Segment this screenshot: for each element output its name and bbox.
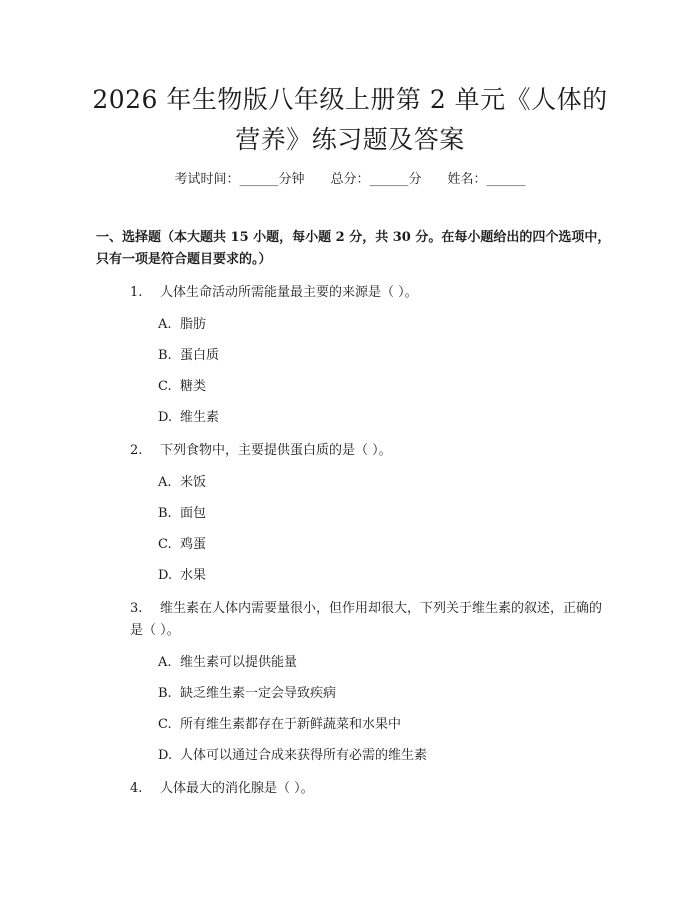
option-letter: B. — [158, 348, 172, 363]
option-letter: D. — [158, 410, 173, 425]
question-2-option-c — [158, 534, 206, 556]
question-text: 人体生命活动所需能量最主要的来源是（ ）。 — [160, 285, 418, 300]
question-number: 1. — [130, 285, 143, 300]
question-1-option-d — [158, 407, 219, 429]
option-letter: D. — [158, 568, 173, 583]
option-text: 人体可以通过合成来获得所有必需的维生素 — [180, 748, 428, 763]
question-2-option-d — [158, 565, 206, 587]
question-text: 人体最大的消化腺是（ ）。 — [160, 781, 314, 796]
option-text: 蛋白质 — [180, 348, 220, 363]
exam-time: 考试时间：______分钟 — [174, 172, 305, 187]
exam-score: 总分：______分 — [330, 172, 422, 187]
question-2 — [130, 440, 610, 462]
option-text: 米饭 — [180, 475, 207, 490]
question-1-option-a — [158, 314, 206, 336]
title-line-1: 2026 年生物版八年级上册第 2 单元《人体的 — [92, 85, 608, 114]
option-letter: A. — [158, 475, 172, 490]
question-3-option-c — [158, 714, 401, 736]
option-text: 水果 — [180, 568, 207, 583]
option-text: 缺乏维生素一定会导致疾病 — [180, 686, 337, 701]
section-heading: 一、选择题（本大题共 15 小题，每小题 2 分，共 30 分。在每小题给出的四个选项中，只有一项是符合题目要求的。） — [96, 230, 611, 267]
question-1-option-c — [158, 376, 206, 398]
option-letter: C. — [158, 537, 172, 552]
student-name: 姓名：______ — [447, 172, 526, 187]
question-3-option-a — [158, 652, 297, 674]
option-text: 糖类 — [180, 379, 207, 394]
question-1 — [130, 282, 610, 304]
question-2-option-a — [158, 472, 206, 494]
option-letter: A. — [158, 317, 172, 332]
option-letter: A. — [158, 655, 172, 670]
question-number: 4. — [130, 781, 143, 796]
question-number: 2. — [130, 443, 143, 458]
option-text: 鸡蛋 — [180, 537, 207, 552]
option-letter: C. — [158, 379, 172, 394]
question-2-option-b — [158, 503, 206, 525]
document-title — [60, 80, 640, 160]
option-letter: D. — [158, 748, 173, 763]
question-number: 3. — [130, 601, 143, 616]
option-text: 脂肪 — [180, 317, 207, 332]
exam-info — [0, 168, 700, 187]
option-text: 维生素 — [180, 410, 220, 425]
question-3 — [130, 598, 610, 642]
option-text: 维生素可以提供能量 — [180, 655, 298, 670]
option-letter: C. — [158, 717, 172, 732]
option-letter: B. — [158, 506, 172, 521]
question-3-option-b — [158, 683, 336, 705]
title-line-2: 营养》练习题及答案 — [235, 125, 465, 154]
option-text: 所有维生素都存在于新鲜蔬菜和水果中 — [180, 717, 402, 732]
option-text: 面包 — [180, 506, 207, 521]
question-text: 维生素在人体内需要量很小，但作用却很大，下列关于维生素的叙述，正确的是（ ）。 — [130, 601, 603, 638]
question-3-option-d — [158, 745, 427, 767]
question-1-option-b — [158, 345, 219, 367]
question-4 — [130, 778, 610, 800]
option-letter: B. — [158, 686, 172, 701]
question-text: 下列食物中，主要提供蛋白质的是（ ）。 — [160, 443, 392, 458]
